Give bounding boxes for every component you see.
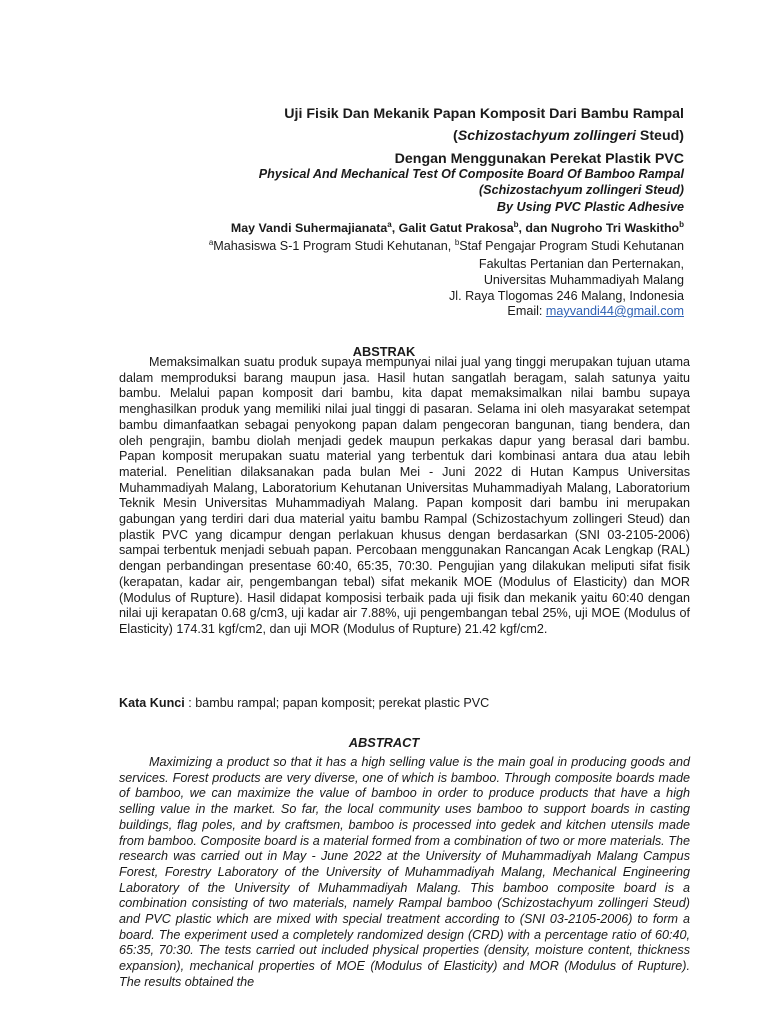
title-id-line2	[453, 128, 684, 144]
title-id-line3: Dengan Menggunakan Perekat Plastik PVC	[394, 151, 684, 167]
title-en-line3: By Using PVC Plastic Adhesive	[496, 200, 684, 214]
title-id-species: Schizostachyum zollingeri	[457, 128, 636, 144]
email-link[interactable]: mayvandi44@gmail.com	[545, 304, 684, 318]
affiliation-email	[507, 304, 684, 318]
keywords	[119, 696, 489, 710]
abstrak-body: Memaksimalkan suatu produk supaya mempunyai nilai jual yang tinggi merupakan tujuan utama dalam memproduksi barang maupun jasa. Hasil hutan sangatlah beragam, salah satunya yaitu bambu. Melalui papan komposit dari bambu, kita dapat memaksimalkan nilai bambu supaya menghasilkan produk yang memiliki nilai jual tinggi di pasaran. Selama ini oleh masyarakat setempat bambu dimanfaatkan sebagai penyokong papan dalam pengecoran bangunan, tiang bendera, dan oleh pengrajin, bambu diolah menjadi gedek maupun perkakas dapur yang berasal dari bambu. Papan komposit merupakan suatu material yang terbentuk dari kombinasi antara dua atau lebih material. Penelitian dilaksanakan pada bulan Mei - Juni 2022 di Hutan Kampus Universitas Muhammadiyah Malang, Laboratorium Kehutanan Universitas Muhammadiyah Malang, Laboratorium Teknik Mesin Universitas Muhammadiyah Malang. Papan komposit dari bambu ini merupakan gabungan yang terdiri dari dua material yaitu bambu Rampal (Schizostachyum zollingeri Steud) dan plastik PVC yang dicampur dengan perlakuan khusus dengan berdasarkan (SNI 03-2105-2006) sampai terbentuk menjadi sebuah papan. Percobaan menggunakan Rancangan Acak Lengkap (RAL) dengan perbandingan presentase 60:40, 65:35, 70:30. Pengujian yang dilakukan meliputi sifat fisik (kerapatan, kadar air, pengembangan tebal) sifat mekanik MOE (Modulus of Elasticity) dan MOR (Modulus of Rupture). Hasil didapat komposisi terbaik pada uji fisik dan mekanik yaitu 60:40 dengan nilai uji kerapatan 0.68 g/cm3, uji kadar air 7.88%, uji pengembangan tebal 25%, uji MOE (Modulus of Elasticity) 174.31 kgf/cm2, dan uji MOR (Modulus of Rupture) 21.42 kgf/cm2.	[119, 355, 690, 636]
author-3-sup: b	[679, 219, 684, 229]
affiliation-b-sup: b	[454, 237, 460, 247]
keywords-label: Kata Kunci	[119, 696, 185, 710]
affiliation-a-sup: a	[208, 237, 214, 247]
author-list	[231, 221, 684, 235]
affiliation-university: Universitas Muhammadiyah Malang	[483, 273, 684, 287]
email-label: Email:	[507, 304, 546, 318]
affiliation-a-text: Mahasiswa S-1 Program Studi Kehutanan,	[213, 239, 455, 253]
affiliation-b-text: Staf Pengajar Program Studi Kehutanan	[459, 239, 684, 253]
affiliation-address: Jl. Raya Tlogomas 246 Malang, Indonesia	[449, 289, 684, 303]
author-2-sup: b	[513, 219, 519, 229]
author-1: May Vandi Suhermajianata	[230, 221, 388, 235]
title-id-line1: Uji Fisik Dan Mekanik Papan Komposit Dari Bambu Rampal	[284, 106, 684, 122]
title-id-steud: Steud)	[635, 128, 684, 144]
abstract-heading: ABSTRACT	[348, 735, 420, 750]
title-en-line2: (Schizostachyum zollingeri Steud)	[478, 183, 684, 197]
author-2: , Galit Gatut Prakosa	[391, 221, 514, 235]
title-en-line1: Physical And Mechanical Test Of Composite Board Of Bamboo Rampal	[258, 167, 684, 181]
abstrak-heading: ABSTRAK	[352, 344, 416, 359]
title-id-paren: (	[453, 128, 458, 144]
affiliation-line1	[209, 239, 684, 253]
keywords-text: : bambu rampal; papan komposit; perekat plastic PVC	[184, 696, 490, 710]
author-1-sup: a	[387, 219, 392, 229]
abstract-body: Maximizing a product so that it has a high selling value is the main goal in producing goods and services. Forest products are very diverse, one of which is bamboo. Through composite boards made of bamboo, we can maximize the value of bamboo in order to produce products that have a high selling value in the market. So far, the local community uses bamboo to support boards in casting buildings, flag poles, and by craftsmen, bamboo is processed into gedek and kitchen utensils made from bamboo. Composite board is a material formed from a combination of two or more materials. The research was carried out in May - June 2022 at the University of Muhammadiyah Malang Campus Forest, Forestry Laboratory of the University of Muhammadiyah Malang, Mechanical Engineering Laboratory of the University of Muhammadiyah Malang. This bamboo composite board is a combination consisting of two materials, namely Rampal bamboo (Schizostachyum zollingeri Steud) and PVC plastic which are mixed with special treatment according to (SNI 03-2105-2006) to form a board. The experiment used a completely randomized design (CRD) with a percentage ratio of 60:40, 65:35, 70:30. The tests carried out included physical properties (density, moisture content, thickness expansion), mechanical properties of MOE (Modulus of Elasticity) and MOR (Modulus of Rupture). The results obtained the	[119, 755, 690, 989]
affiliation-faculty: Fakultas Pertanian dan Perternakan,	[478, 257, 684, 271]
author-3: , dan Nugroho Tri Waskitho	[518, 221, 680, 235]
